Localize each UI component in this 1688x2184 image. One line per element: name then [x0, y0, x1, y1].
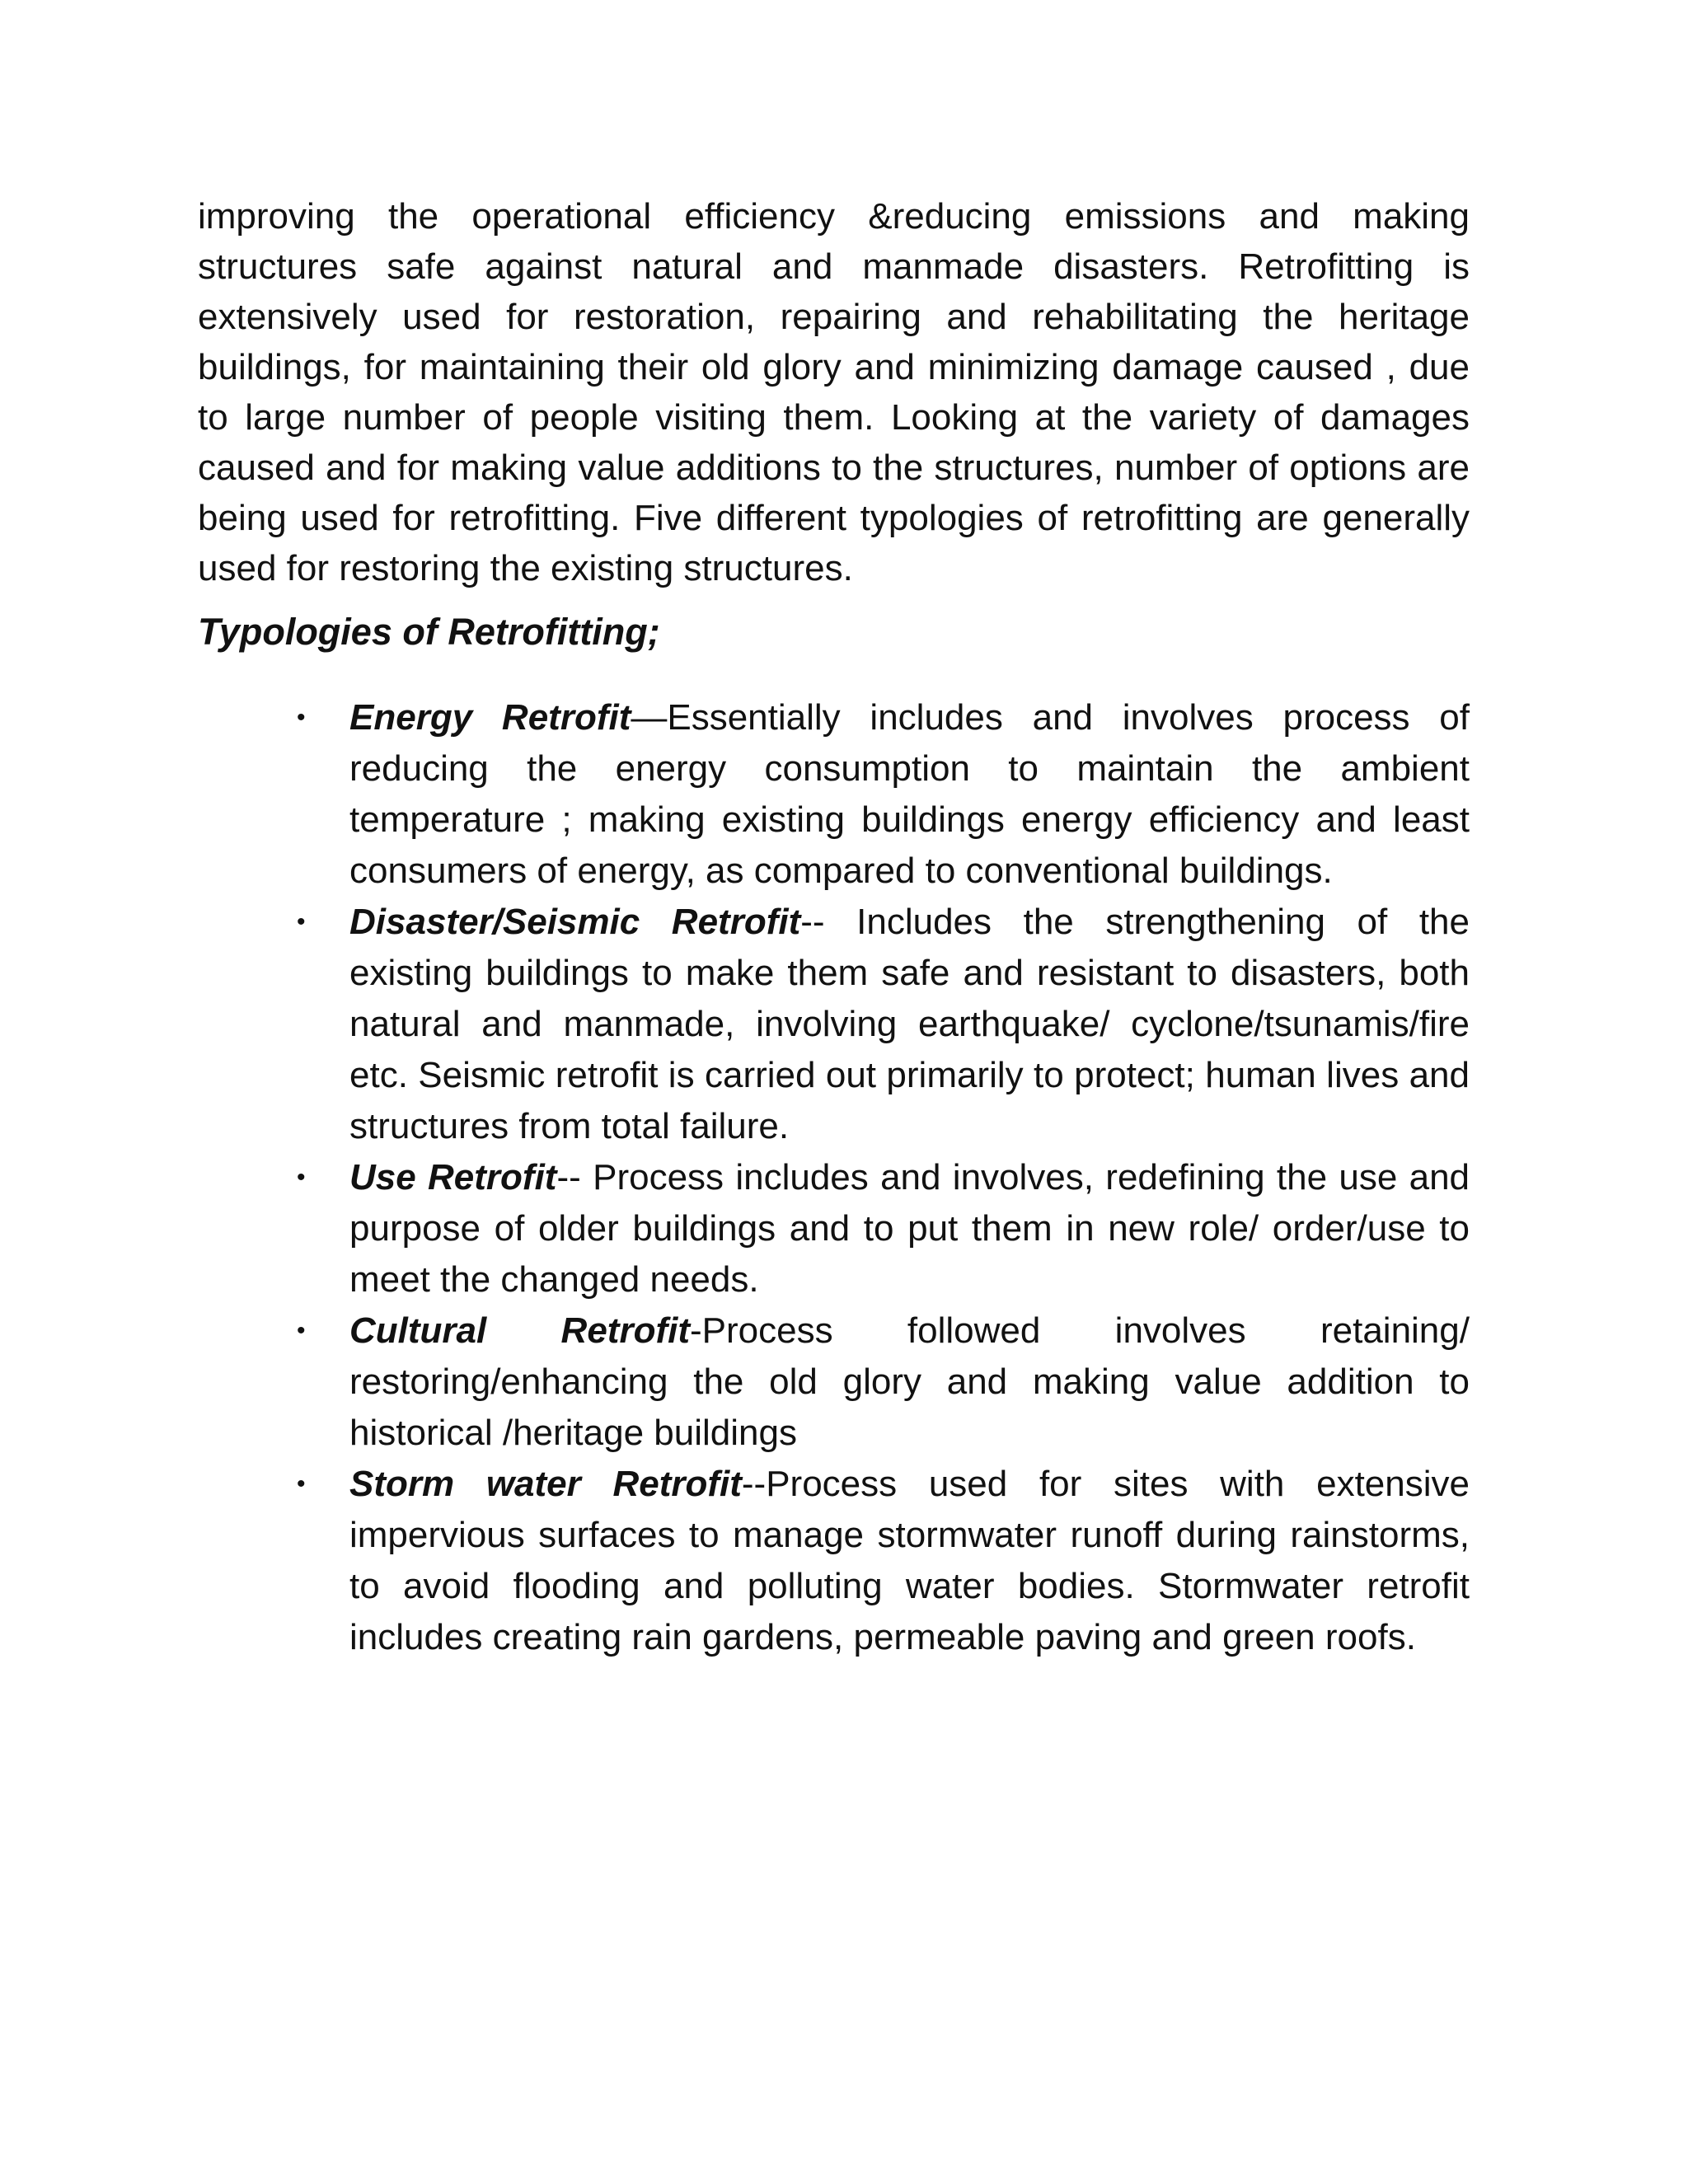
- bullet-icon: •: [297, 1317, 306, 1344]
- section-heading: Typologies of Retrofitting;: [198, 611, 660, 653]
- typology-term: Storm water Retrofit: [349, 1464, 742, 1504]
- bullet-icon: •: [297, 704, 306, 731]
- typology-term: Energy Retrofit: [349, 697, 631, 738]
- typology-separator: -: [689, 1310, 702, 1351]
- page-content: [198, 191, 1470, 1663]
- typology-description: Essentially includes and involves process of reducing the energy consumption to maintain the ambient temperature ; making existing buildings energy efficiency and least consumers of energy, as compared to conventional buildings.: [349, 697, 1470, 891]
- typology-item-storm-water-retrofit: [198, 1459, 1470, 1663]
- typology-item-cultural-retrofit: [198, 1305, 1470, 1459]
- intro-paragraph: improving the operational efficiency &reducing emissions and making structures safe against natural and manmade disasters. Retrofitting is extensively used for restoration, repairing and rehabilitating the heritage buildings, for maintaining their old glory and minimizing damage caused , due to large number of people visiting them. Looking at the variety of damages caused and for making value additions to the structures, number of options are being used for retrofitting. Five different typologies of retrofitting are generally used for restoring the existing structures.: [198, 196, 1470, 588]
- typology-term: Disaster/Seismic Retrofit: [349, 902, 801, 942]
- typology-description: Process used for sites with extensive impervious surfaces to manage stormwater runoff during rainstorms, to avoid flooding and polluting water bodies. Stormwater retrofit includes creating rain gardens, permeable paving and green roofs.: [349, 1464, 1470, 1657]
- typology-item-use-retrofit: [198, 1152, 1470, 1305]
- bullet-icon: •: [297, 1164, 306, 1191]
- typology-term: Use Retrofit: [349, 1157, 557, 1197]
- typology-list: [198, 692, 1470, 1663]
- typology-description: Process followed involves retaining/ restoring/enhancing the old glory and making value addition to historical /heritage buildings: [349, 1310, 1470, 1453]
- typology-separator: --: [741, 1464, 767, 1504]
- typology-term: Cultural Retrofit: [349, 1310, 690, 1351]
- typology-separator: --: [556, 1157, 593, 1197]
- bullet-icon: •: [297, 908, 306, 935]
- bullet-icon: •: [297, 1470, 306, 1497]
- typology-item-energy-retrofit: [198, 692, 1470, 897]
- typology-item-disaster-seismic-retrofit: [198, 897, 1470, 1152]
- typology-separator: —: [631, 697, 668, 738]
- typology-description: Includes the strengthening of the existing buildings to make them safe and resistant to disasters, both natural and manmade, involving earthquake/ cyclone/tsunamis/fire etc. Seismic retrofit is carried out primarily to protect; human lives and structures from total failure.: [349, 902, 1470, 1146]
- typology-separator: --: [800, 902, 857, 942]
- typology-description: Process includes and involves, redefining the use and purpose of older buildings and to put them in new role/ order/use to meet the changed needs.: [349, 1157, 1470, 1300]
